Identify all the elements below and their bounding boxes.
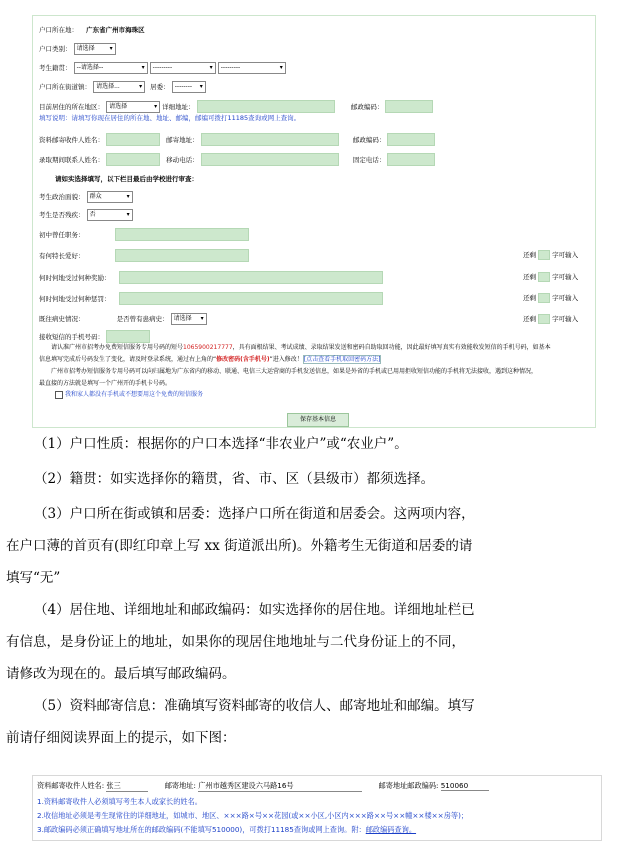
disability-label: 考生是否残疾： <box>39 211 85 219</box>
award-input[interactable] <box>119 271 383 284</box>
award-limit: 还剩 字可输入 <box>523 273 579 281</box>
mail-addr-label: 邮寄地址： <box>166 135 199 144</box>
residence-label: 目前居住的所在地区： <box>39 102 104 111</box>
mail-example-addr-label: 邮寄地址: <box>164 781 196 790</box>
disability-select[interactable]: 否 ▾ <box>87 209 133 221</box>
illness-limit-count <box>538 314 550 324</box>
junior-duty-input[interactable] <box>115 228 249 241</box>
mail-example-addr-input[interactable]: 广州市越秀区建设六马路16号 <box>198 781 362 792</box>
hukou-type-select[interactable]: 请选择 ▾ <box>74 43 116 55</box>
no-sms-agree[interactable] <box>55 390 203 400</box>
junior-duty-row <box>39 228 249 240</box>
hobby-label: 有何特长爱好： <box>39 251 85 260</box>
hobby-limit-count <box>538 250 550 260</box>
committee-select[interactable]: -------- ▾ <box>172 81 206 93</box>
detail-addr-label: 详细地址： <box>162 102 195 111</box>
punish-row <box>39 292 383 304</box>
sms-row <box>39 330 150 342</box>
mail-example-postcode-label: 邮寄地址邮政编码: <box>378 781 439 790</box>
mail-example-tip-1: 1.资料邮寄收件人必须填写考生本人或家长的姓名。 <box>37 797 202 806</box>
street-select[interactable]: 请选择... ▾ <box>93 81 145 93</box>
mail-info-example <box>32 775 602 841</box>
punish-limit-count <box>538 293 550 303</box>
mail-name-input[interactable] <box>106 133 160 146</box>
street-row <box>39 81 206 93</box>
native-city-select[interactable]: --------- ▾ <box>150 62 216 74</box>
mail-row <box>39 133 435 145</box>
mail-example-name-input[interactable]: 张三 <box>106 781 148 792</box>
mail-example-name-label: 资料邮寄收件人姓名: <box>37 781 105 790</box>
notice-line-4: 最直接的方法就是填写一个广州开的手机卡号码。 <box>39 380 172 387</box>
illness-label: 既往病史情况： <box>39 315 85 323</box>
punish-input[interactable] <box>119 292 383 305</box>
mail-example-tip-3: 3.邮政编码必须正确填写地址所在的邮政编码(不能填写510000)，可拨打11185查询或网上查询。附：邮政编码查询。 <box>37 825 417 834</box>
street-label: 户口所在街道镇： <box>39 83 91 91</box>
phone-input[interactable] <box>387 153 435 166</box>
award-limit-count <box>538 272 550 282</box>
residence-row <box>39 100 433 112</box>
postcode-label: 邮政编码： <box>350 102 384 111</box>
sms-input[interactable] <box>106 330 150 343</box>
sms-label: 接收短信的手机号码： <box>39 332 104 341</box>
political-label: 考生政治面貌： <box>39 193 85 201</box>
hukou-place-value: 广东省广州市海珠区 <box>86 26 145 34</box>
paragraph-3-line-2: 在户口薄的首页有(即红印章上写 xx 街道派出所)。外籍考生无街道和居委的请 <box>6 538 473 554</box>
paragraph-3-line-3: 填写“无” <box>6 570 61 586</box>
native-province-select[interactable]: --请选择-- ▾ <box>74 62 148 74</box>
hukou-type-label: 户口类别： <box>39 45 72 53</box>
mobile-label: 移动电话： <box>166 155 199 164</box>
paragraph-1: （1）户口性质：根据你的户口本选择“非农业户”或“农业户”。 <box>34 436 408 452</box>
paragraph-2: （2）籍贯：如实选择你的籍贯，省、市、区（县级市）都须选择。 <box>34 471 435 487</box>
paragraph-5 <box>6 692 604 752</box>
save-basic-info-button[interactable]: 保存基本信息 <box>287 413 349 427</box>
contact-row <box>39 153 435 165</box>
junior-duty-label: 初中曾任职务： <box>39 230 85 239</box>
retrieve-password-link[interactable]: [点击查看手机取回密码方法] <box>303 356 381 363</box>
native-row <box>39 62 286 74</box>
punish-label: 何时何地受过何种惩罚： <box>39 294 111 303</box>
postcode-query-link[interactable]: 邮政编码查询。 <box>365 825 417 834</box>
hukou-place-label: 户口所在地： <box>39 26 78 34</box>
phone-label: 固定电话： <box>352 155 386 164</box>
paragraph-3-line-1: （3）户口所在街或镇和居委：选择户口所在街道和居委会。这两项内容， <box>34 506 475 522</box>
political-row <box>39 191 133 203</box>
residence-select[interactable]: 请选择 ▾ <box>106 101 160 113</box>
award-row <box>39 271 383 283</box>
mail-name-label: 资料邮寄收件人姓名： <box>39 135 104 144</box>
hobby-input[interactable] <box>115 249 249 262</box>
residence-note: 填写说明：请填写你现在居住的所在地、地址、邮编，邮编可拨打11185查询或网上查询。 <box>39 114 301 122</box>
paragraph-5-line-1: （5）资料邮寄信息：准确填写资料邮寄的收信人、邮寄地址和邮编。填写 <box>34 698 475 714</box>
postcode-input[interactable] <box>385 100 433 113</box>
native-district-select[interactable]: --------- ▾ <box>218 62 286 74</box>
mail-addr-input[interactable] <box>201 133 339 146</box>
contact-name-input[interactable] <box>106 153 160 166</box>
mobile-input[interactable] <box>201 153 339 166</box>
no-sms-label: 我和家人都没有手机或不想要用这个免费的短信服务 <box>65 391 204 398</box>
paragraph-4-line-2: 有信息，是身份证上的地址，如果你的现居住地地址与二代身份证上的不同， <box>6 634 465 650</box>
native-label: 考生籍贯： <box>39 64 72 72</box>
disability-row <box>39 209 133 221</box>
punish-limit: 还剩 字可输入 <box>523 294 579 302</box>
mail-example-tip-2: 2.收信地址必须是考生现常住的详细地址，如城市、地区、×××路×号××花园(或××小区,小区内×××路××号××幢××楼××房等)； <box>37 811 469 820</box>
hukou-type-row <box>39 43 116 55</box>
hukou-place-row <box>39 24 145 36</box>
mail-postcode-input[interactable] <box>387 133 435 146</box>
infect-select[interactable]: 请选择 ▾ <box>171 313 207 325</box>
infect-label: 是否曾有患病史： <box>116 315 169 323</box>
mail-example-fields <box>37 781 489 792</box>
no-sms-checkbox[interactable] <box>55 391 63 399</box>
paragraph-4 <box>6 596 604 688</box>
paragraph-3 <box>6 500 604 592</box>
illness-limit: 还剩 字可输入 <box>523 315 579 323</box>
paragraph-4-line-1: （4）居住地、详细地址和邮政编码：如实选择你的居住地。详细地址栏已 <box>34 602 475 618</box>
section-title: 请如实选择填写，以下栏目最后由学校进行审查： <box>55 175 198 183</box>
mail-example-postcode-input[interactable]: 510060 <box>441 781 489 791</box>
mail-postcode-label: 邮政编码： <box>352 135 386 144</box>
paragraph-4-line-3: 请修改为现在的。最后填写邮政编码。 <box>6 666 236 682</box>
notice-line-3: 广州市招考办短信服务专用号码可以向归属地为广东省内的移动、联通、电信三大运营商的手机发送信息，如果是外省的手机或已用用拒收短信功能的手机将无法接收，遇到这种情况， <box>51 368 538 375</box>
political-select[interactable]: 群众 ▾ <box>87 191 133 203</box>
hobby-row <box>39 249 249 261</box>
contact-name-label: 录取期间联系人姓名： <box>39 155 104 164</box>
hobby-limit: 还剩 字可输入 <box>523 251 579 259</box>
notice-line-2: 信息填写完成后号码发生了变化，请及时登录系统，通过右上角的“修改密码(含手机号)”进入修改！[点击查看手机取回密码方法] <box>39 356 381 363</box>
registration-form <box>32 15 596 428</box>
paragraph-5-line-2: 前请仔细阅读界面上的提示，如下图： <box>6 730 236 746</box>
notice-line-1: 请认准广州市招考办免费短信服务专用号码的短号1065900217777，具有面根结果、考试成绩、录取结果发送和密码自助取回功能，因此最好填写真实有效能收发短信的手机号码，如基本 <box>51 344 551 351</box>
award-label: 何时何地受过何种奖励： <box>39 273 111 282</box>
illness-row <box>39 313 207 325</box>
committee-label: 居委： <box>150 83 170 91</box>
